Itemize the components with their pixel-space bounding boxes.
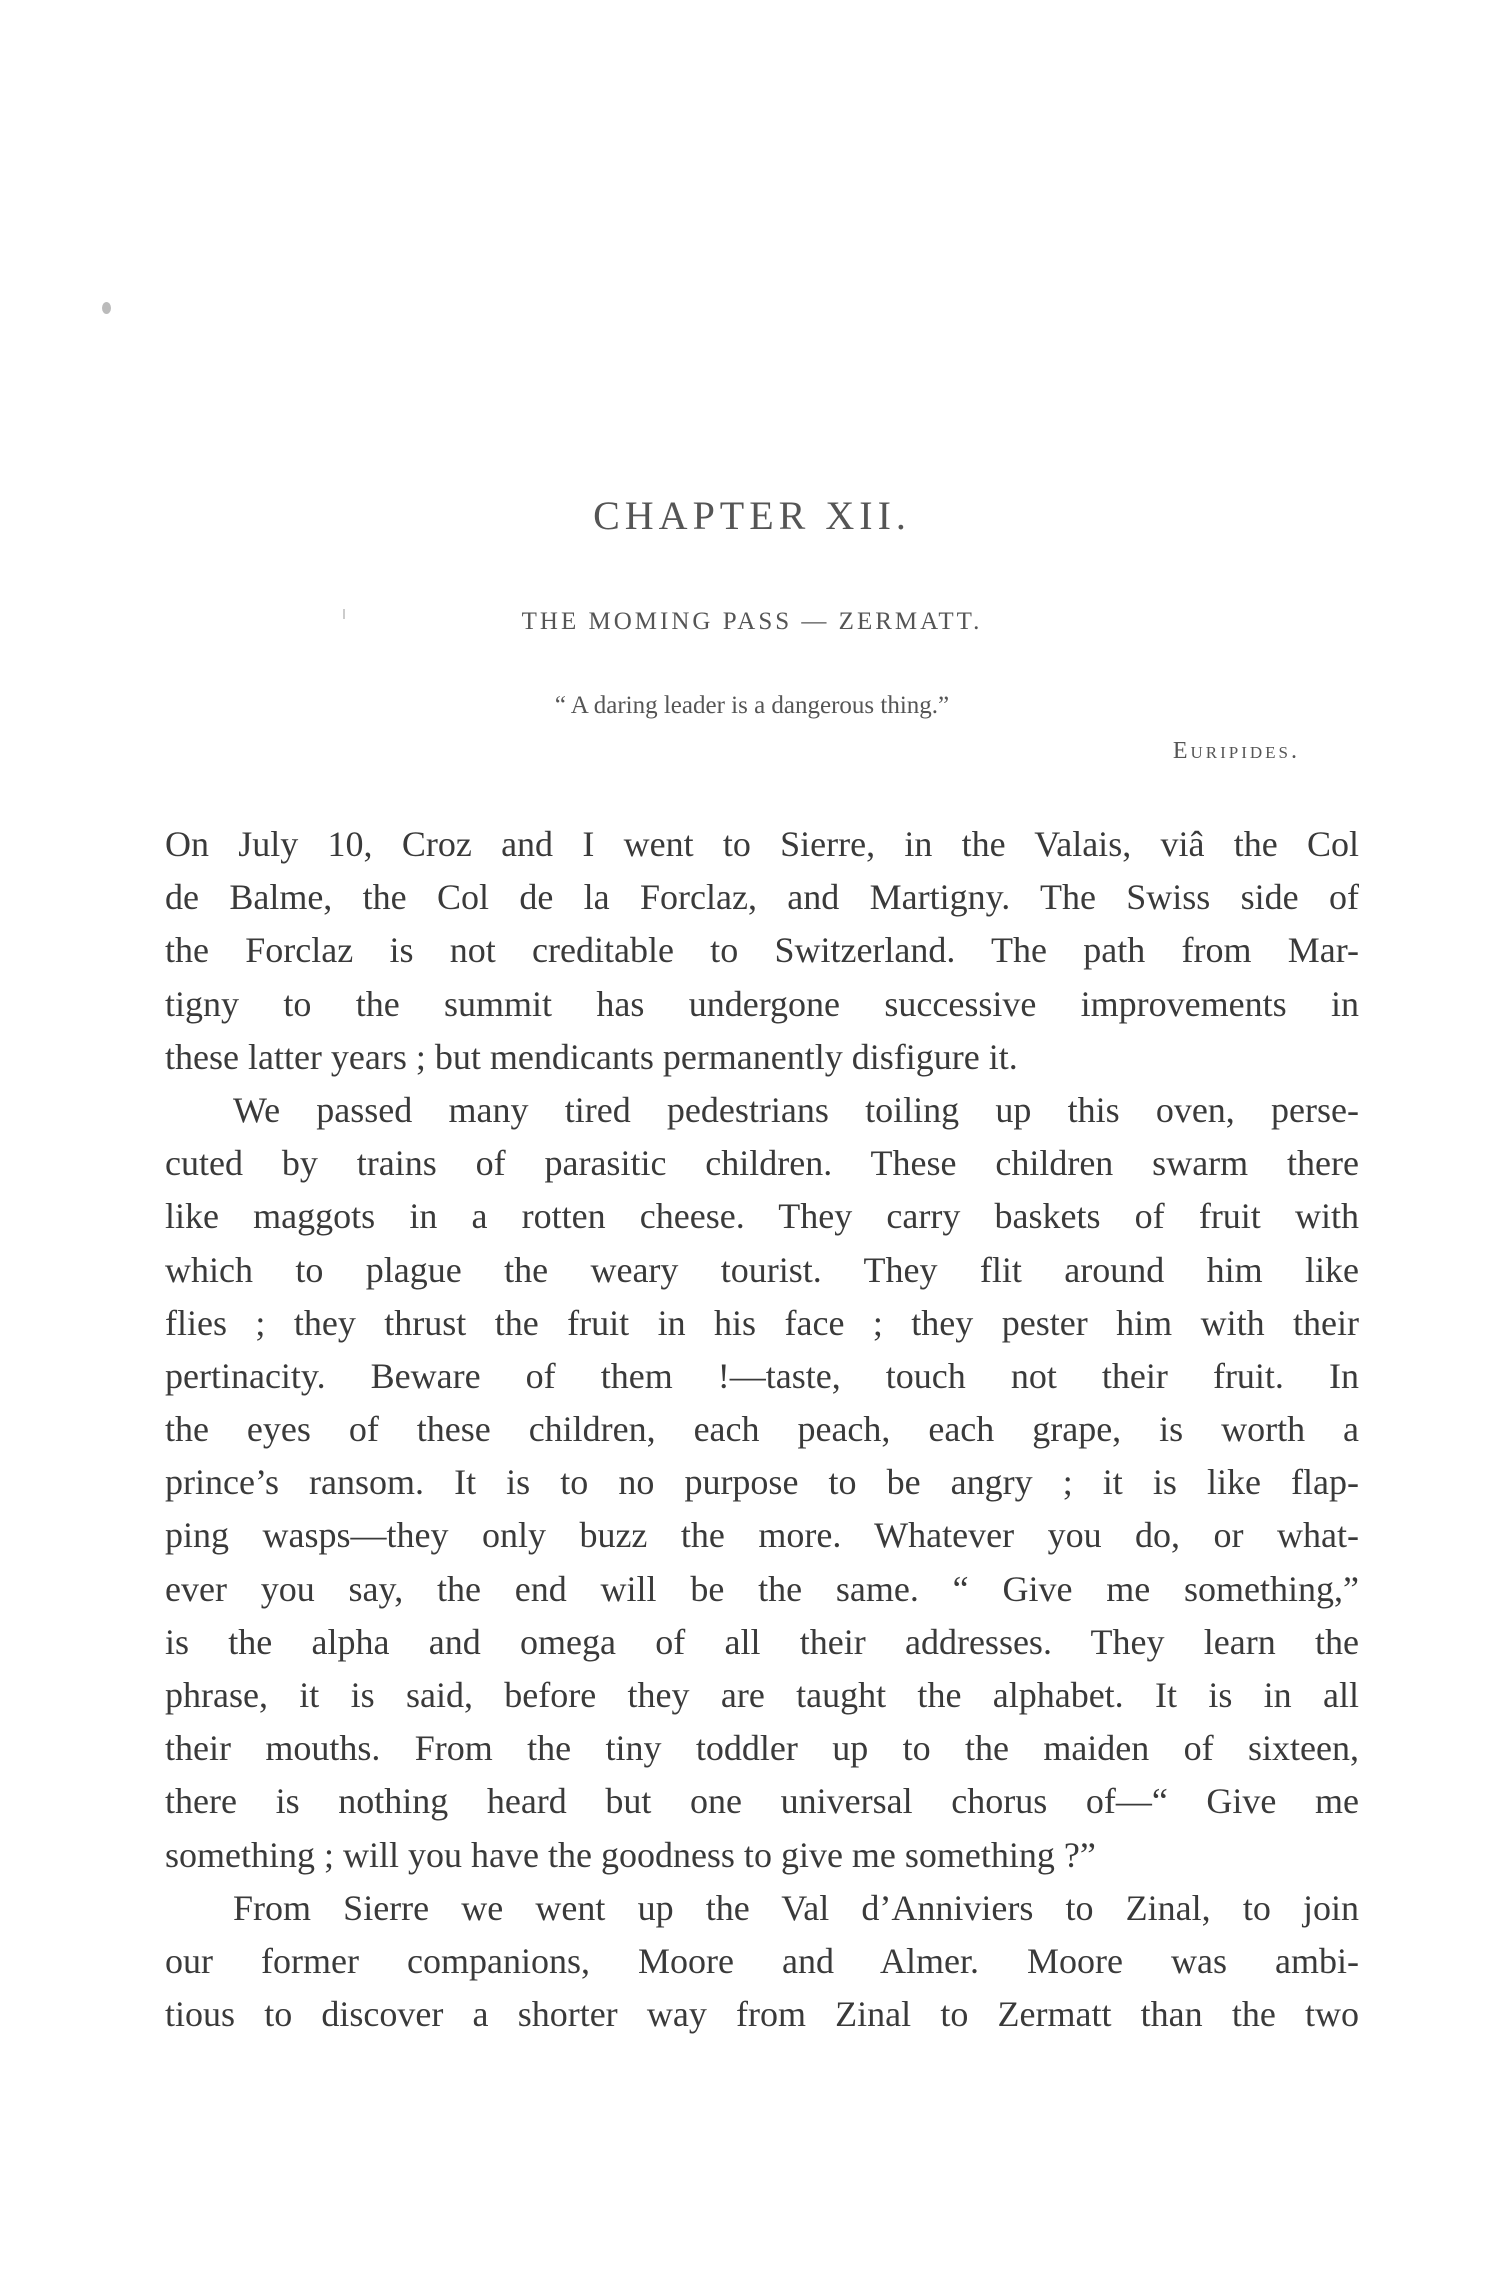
- text-line: the eyes of these children, each peach, each grape, is worth a: [165, 1409, 1359, 1450]
- epigraph-quote: “ A daring leader is a dangerous thing.”: [554, 692, 950, 719]
- text-line: On July 10, Croz and I went to Sierre, in the Valais, viâ the Col: [165, 824, 1359, 864]
- text-line: something ; will you have the goodness to give me something ?”: [165, 1834, 1096, 1875]
- epigraph-attribution: Euripides.: [1172, 738, 1300, 764]
- text-line: pertinacity. Beware of them !—taste, touch not their fruit. In: [165, 1355, 1359, 1396]
- text-line: prince’s ransom. It is to no purpose to be angry ; it is like flap-: [165, 1462, 1359, 1503]
- text-line: tigny to the summit has undergone successive improvements in: [165, 983, 1359, 1024]
- text-line: there is nothing heard but one universal chorus of—“ Give me: [165, 1781, 1359, 1822]
- chapter-subtitle: THE MOMING PASS — ZERMATT.: [521, 608, 983, 635]
- chapter-title: CHAPTER XII.: [593, 493, 911, 538]
- text-line: flies ; they thrust the fruit in his face ; they pester him with their: [165, 1302, 1359, 1343]
- page-speck: [102, 302, 111, 314]
- text-line: these latter years ; but mendicants permanently disfigure it.: [165, 1036, 1018, 1077]
- text-line: From Sierre we went up the Val d’Anniviers to Zinal, to join: [233, 1887, 1359, 1928]
- text-line: cuted by trains of parasitic children. These children swarm there: [165, 1143, 1359, 1184]
- text-line: which to plague the weary tourist. They flit around him like: [165, 1249, 1359, 1290]
- text-line: ever you say, the end will be the same. “ Give me something,”: [165, 1568, 1359, 1609]
- text-line: like maggots in a rotten cheese. They carry baskets of fruit with: [165, 1196, 1359, 1237]
- text-line: ping wasps—they only buzz the more. Whatever you do, or what-: [165, 1515, 1359, 1556]
- text-line: is the alpha and omega of all their addresses. They learn the: [165, 1621, 1359, 1662]
- text-line: phrase, it is said, before they are taught the alphabet. It is in all: [165, 1675, 1359, 1715]
- body-text: [165, 818, 1359, 2041]
- text-line: our former companions, Moore and Almer. Moore was ambi-: [165, 1940, 1359, 1981]
- text-line: tious to discover a shorter way from Zinal to Zermatt than the two: [165, 1994, 1359, 2035]
- text-line: their mouths. From the tiny toddler up to the maiden of sixteen,: [165, 1728, 1359, 1769]
- text-line: the Forclaz is not creditable to Switzerland. The path from Mar-: [165, 930, 1359, 971]
- text-line: We passed many tired pedestrians toiling up this oven, perse-: [233, 1089, 1359, 1130]
- text-line: de Balme, the Col de la Forclaz, and Martigny. The Swiss side of: [165, 877, 1359, 918]
